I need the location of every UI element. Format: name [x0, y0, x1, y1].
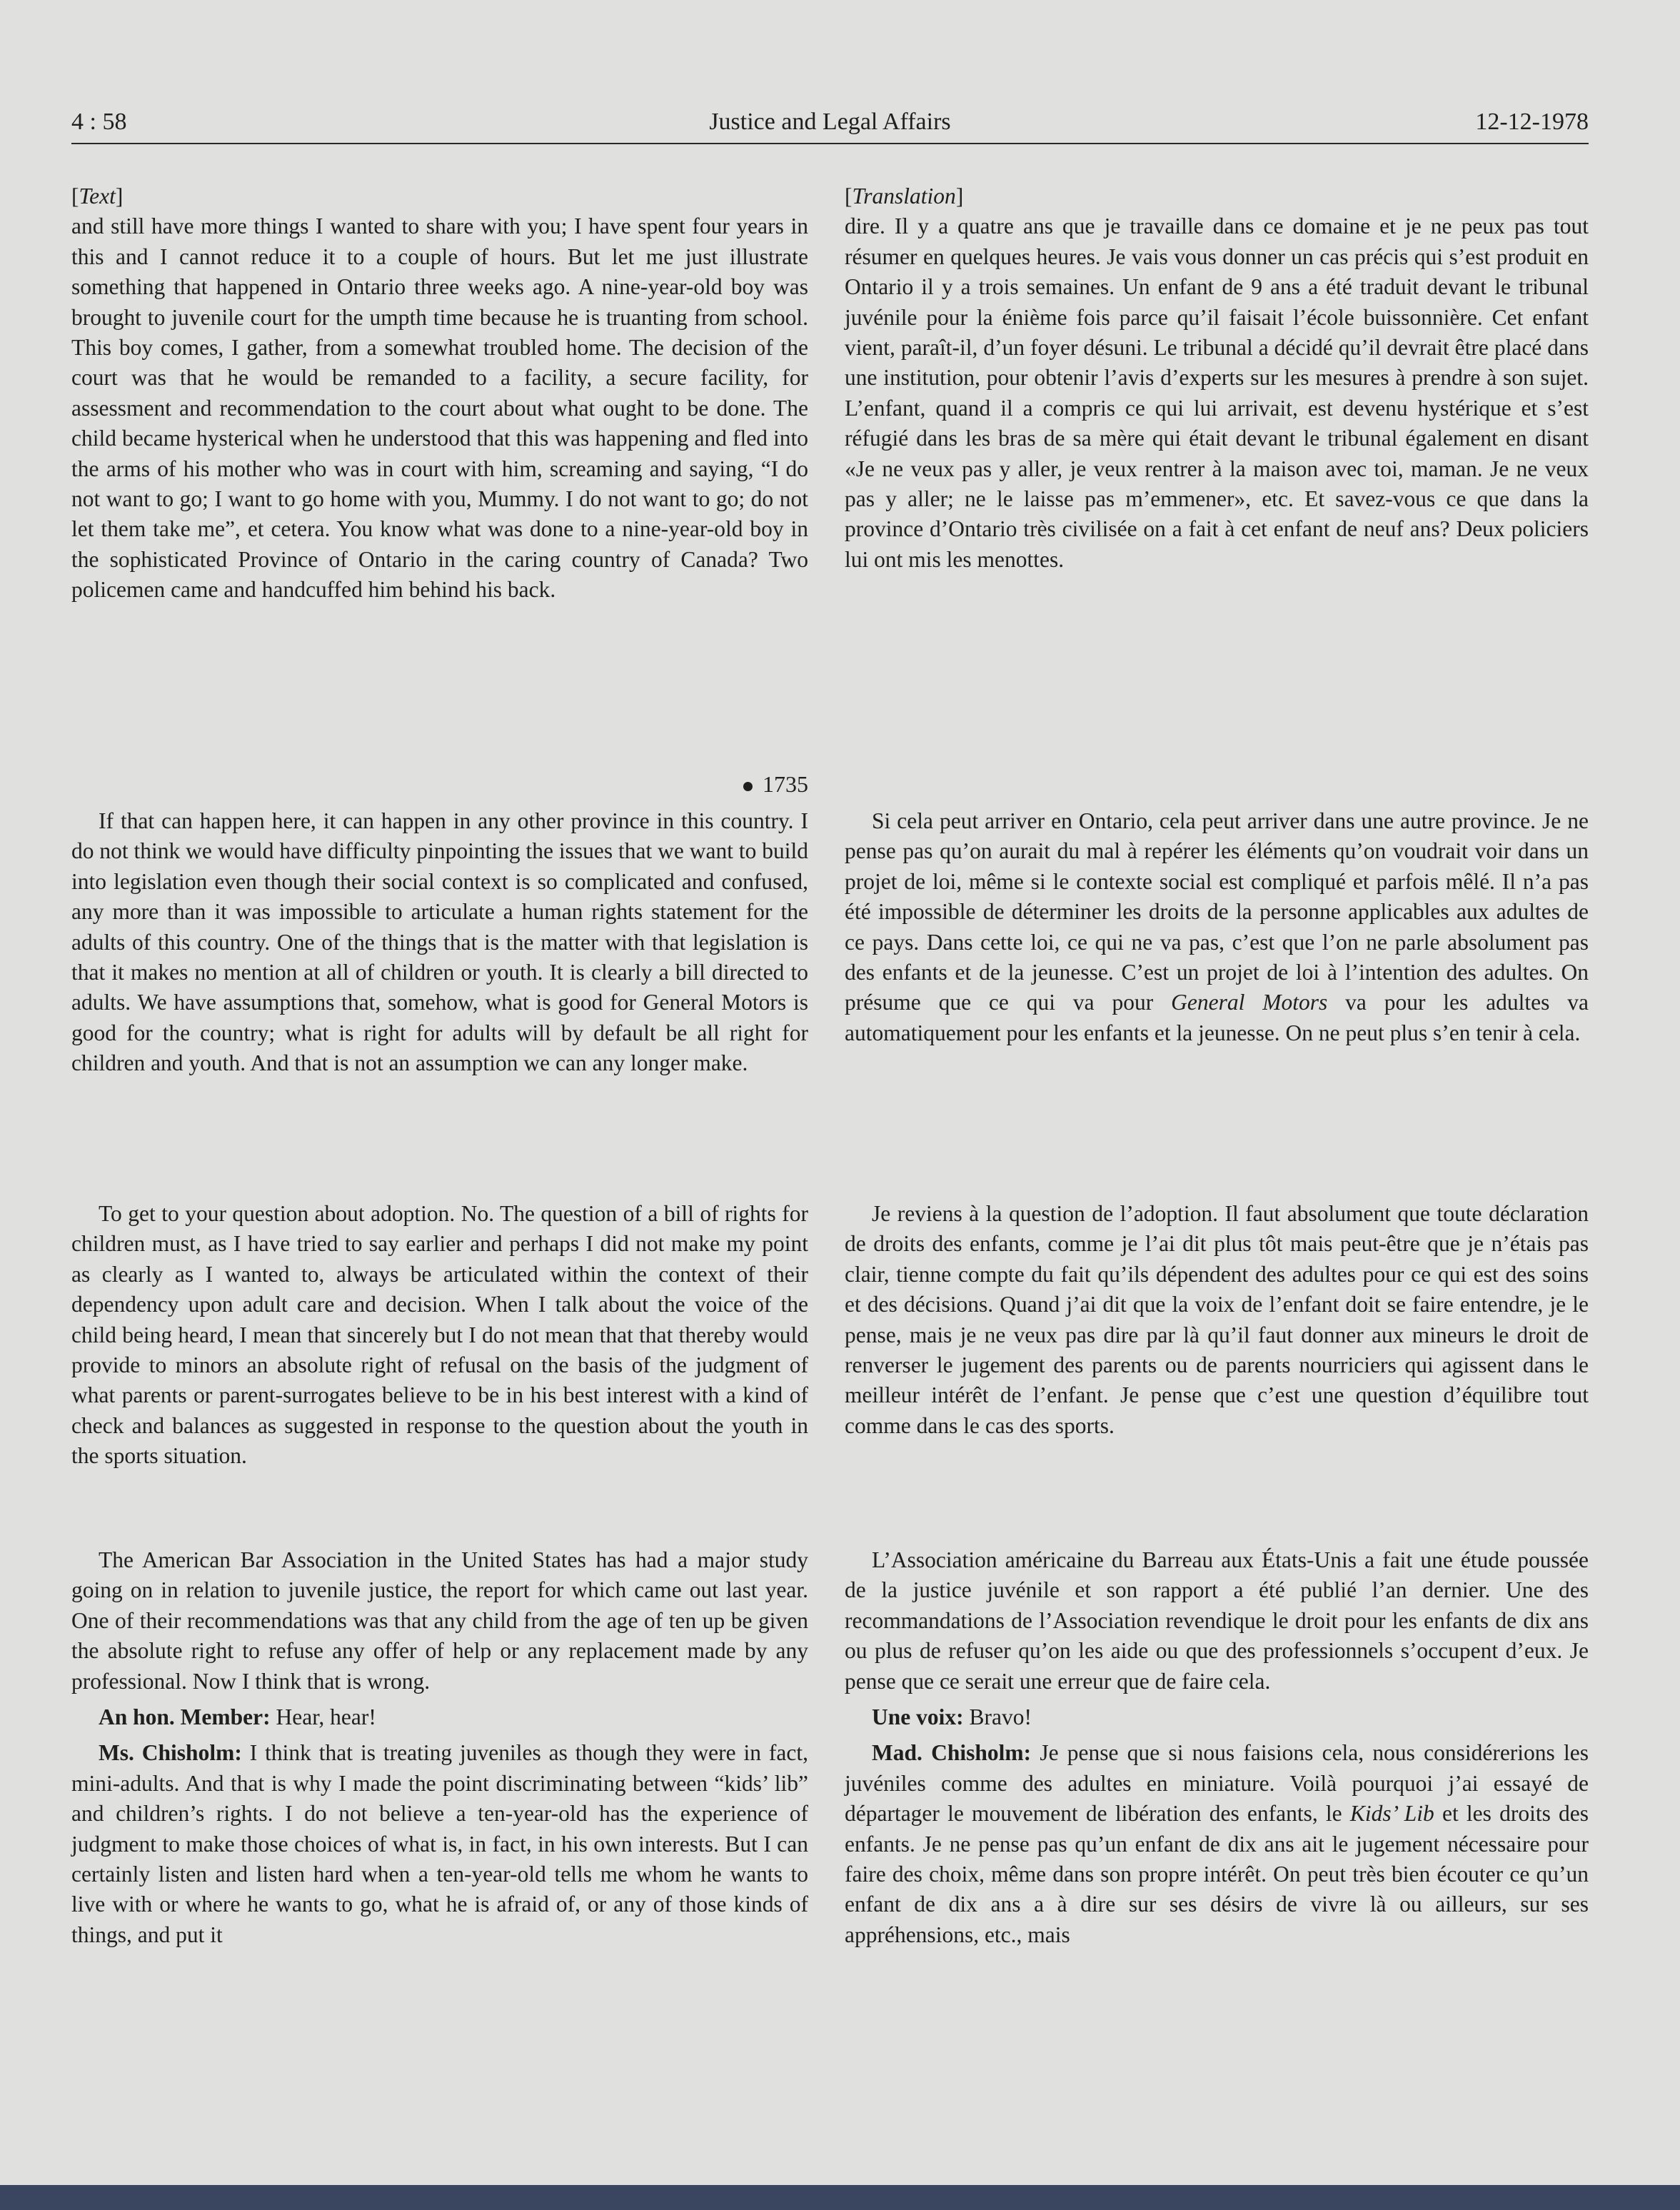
speaker-name: Une voix: — [872, 1704, 964, 1730]
french-paragraph-2: Si cela peut arriver en Ontario, cela peut arriver dans une autre province. Je ne pense pas qu’on aurait du mal à repérer les éléments qu’on voudrait voir dans un projet de loi, même si le contexte social est compliqué et parfois mêlé. Il n’a pas été impossible de déterminer les droits de la personne applicables aux adultes de ce pays. Dans cette loi, ce qui ne va pas, c’est que l’on ne parle absolument pas des enfants et de la jeunesse. C’est un projet de loi à l’intention des adultes. On présume que ce qui va pour General Motors va pour les adultes va automatiquement pour les enfants et la jeunesse. On ne peut plus s’en tenir à cela. — [845, 808, 1589, 1045]
french-paragraph-3: Je reviens à la question de l’adoption. Il faut absolument que toute déclaration de droits des enfants, comme je l’ai dit plus tôt mais peut-être que je n’étais pas clair, tienne compte du fait qu’ils dépendent des adultes pour ce qui est des soins et des décisions. Quand j’ai dit que la voix de l’enfant doit se faire entendre, je le pense, mais je ne veux pas dire par là qu’il faut donner aux mineurs le droit de renverser le jugement des parents ou de parents nourriciers qui agissent dans le meilleur intérêt de l’enfant. Je pense que c’est une question d’équilibre tout comme dans le cas des sports. — [845, 1201, 1589, 1438]
publication-title: Justice and Legal Affairs — [709, 109, 951, 135]
speaker-name: An hon. Member: — [99, 1704, 271, 1730]
french-speech-chisholm: Mad. Chisholm: Je pense que si nous faisions cela, nous considérerions les juvéniles comme des adultes en miniature. Voilà pourquoi j’ai essayé de départager le mouvement de libération des enfants, le Kids’ Lib et les droits des enfants. Je ne pense pas qu’un enfant de dix ans ait le jugement nécessaire pour faire des choix, même dans son propre intérêt. On peut très bien écouter ce qu’un enfant de dix ans a à dire sur ses désirs de vivre là ou ailleurs, sur ses appréhensions, etc., mais — [845, 1740, 1589, 1947]
english-paragraph-3: To get to your question about adoption. No. The question of a bill of rights for children must, as I have tried to say earlier and perhaps I did not make my point as clearly as I wanted to, always be articulated within the context of their dependency upon adult care and decision. When I talk about the voice of the child being heard, I mean that sincerely but I do not mean that that thereby would provide to minors an absolute right of refusal on the basis of the judgment of what parents or parent-surrogates believe to be in his best interest with a kind of check and balances as suggested in response to the question about the youth in the sports situation. — [71, 1201, 808, 1469]
binding-edge — [0, 2185, 1680, 2210]
english-speech-chisholm: Ms. Chisholm: I think that is treating juveniles as though they were in fact, mini-adults. And that is why I made the point discriminating between “kids’ lib” and children’s rights. I do not believe a ten-year-old has the experience of judgment to make those choices of what is, in fact, in his own interests. But I can certainly listen and listen hard when a ten-year-old tells me whom he wants to live with or where he wants to go, what he is afraid of, or any of those kinds of things, and put it — [71, 1740, 808, 1947]
english-paragraph-4: The American Bar Association in the United States has had a major study going on in relation to juvenile justice, the report for which came out last year. One of their recommendations was that any child from the age of ten up be given the absolute right to refuse any offer of help or any replacement made by any professional. Now I think that is wrong. — [71, 1547, 808, 1694]
running-header — [71, 104, 1589, 144]
french-paragraph-4: L’Association américaine du Barreau aux États-Unis a fait une étude poussée de la justice juvénile et son rapport a été publié l’an dernier. Une des recommandations de l’Association revendique le droit pour les enfants de dix ans ou plus de refuser qu’on les aide ou que des professionnels s’occupent d’eux. Je pense que ce serait une erreur que de faire cela. — [845, 1547, 1589, 1694]
english-section-2 — [71, 806, 808, 1079]
page-number: 4 : 58 — [71, 109, 127, 135]
english-interjection: An hon. Member: Hear, hear! — [99, 1704, 376, 1730]
french-section-2 — [845, 806, 1589, 1048]
speaker-name: Mad. Chisholm: — [872, 1740, 1032, 1766]
french-section-3 — [845, 1199, 1589, 1441]
english-section-1 — [71, 181, 808, 606]
column-label-translation: [Translation] — [845, 184, 964, 209]
time-mark — [71, 771, 808, 798]
time-mark-value: 1735 — [763, 771, 808, 797]
english-paragraph-2: If that can happen here, it can happen in any other province in this country. I do not think we would have difficulty pinpointing the issues that we want to build into legislation even though their social context is so complicated and confused, any more than it was impossible to articulate a human rights statement for the adults of this country. One of the things that is the matter with that legislation is that it makes no mention at all of children or youth. It is clearly a bill directed to adults. We have assumptions that, somehow, what is good for General Motors is good for the country; what is right for adults will by default be all right for children and youth. And that is not an assumption we can any longer make. — [71, 808, 808, 1076]
french-section-4 — [845, 1545, 1589, 1950]
french-section-1 — [845, 181, 1589, 575]
english-section-3 — [71, 1199, 808, 1472]
header-date: 12-12-1978 — [1475, 109, 1589, 135]
english-section-4 — [71, 1545, 808, 1950]
speaker-name: Ms. Chisholm: — [99, 1740, 242, 1766]
french-interjection: Une voix: Bravo! — [872, 1704, 1032, 1730]
french-paragraph-1: dire. Il y a quatre ans que je travaille dans ce domaine et je ne peux pas tout résumer en quelques heures. Je vais vous donner un cas précis qui s’est produit en Ontario il y a trois semaines. Un enfant de 9 ans a été traduit devant le tribunal juvénile pour la énième fois parce qu’il faisait l’école buissonnière. Cet enfant vient, paraît-il, d’un foyer désuni. Le tribunal a décidé qu’il devrait être placé dans une institution, pour obtenir l’avis d’experts sur les mesures à prendre à son sujet. L’enfant, quand il a compris ce qui lui arrivait, est devenu hystérique et s’est réfugié dans les bras de sa mère qui était devant le tribunal également en disant «Je ne veux pas y aller, je veux rentrer à la maison avec toi, maman. Je ne veux pas y aller; ne le laisse pas m’emmener», etc. Et savez-vous ce que dans la province d’Ontario très civilisée on a fait à cet enfant de neuf ans? Deux policiers lui ont mis les menottes. — [845, 214, 1589, 572]
english-paragraph-1: and still have more things I wanted to share with you; I have spent four years in this and I cannot reduce it to a couple of hours. But let me just illustrate something that happened in Ontario three weeks ago. A nine-year-old boy was brought to juvenile court for the umpth time because he is truanting from school. This boy comes, I gather, from a somewhat troubled home. The decision of the court was that he would be remanded to a facility, a secure facility, for assessment and recommendation to the court about what ought to be done. The child became hysterical when he understood that this was happening and fled into the arms of his mother who was in court with him, screaming and saying, “I do not want to go; I want to go home with you, Mummy. I do not want to go; do not let them take me”, et cetera. You know what was done to a nine-year-old boy in the sophisticated Province of Ontario in the caring country of Canada? Two policemen came and handcuffed him behind his back. — [71, 214, 808, 603]
column-label-text: [Text] — [71, 184, 124, 209]
bullet-icon — [743, 782, 753, 791]
